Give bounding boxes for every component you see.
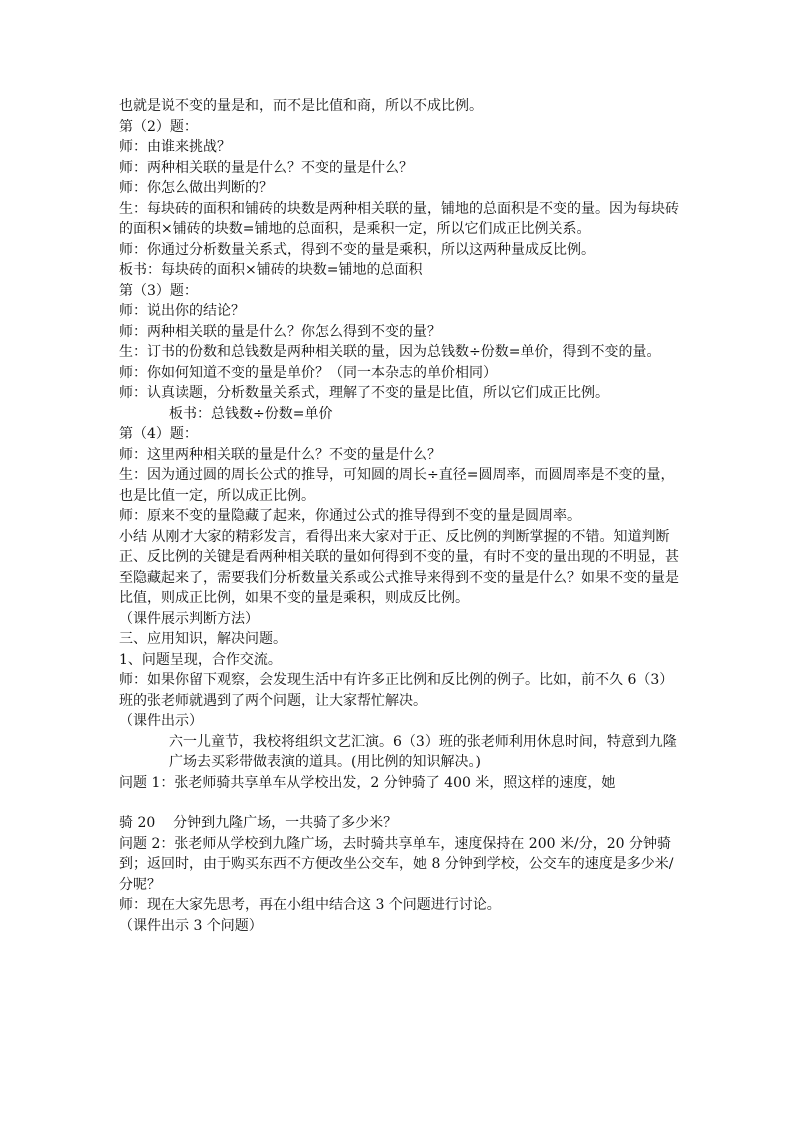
summary-paragraph: 小结 从刚才大家的精彩发言，看得出来大家对于正、反比例的判断掌握的不错。知道判断正、反比例的关键是看两种相关联的量如何得到不变的量，有时不变的量出现的不明显，甚至隐藏起来了，需要我们分析数量关系或公式推导来得到不变的量是什么？如果不变的量是比值，则成正比例，如果不变的量是乘积，则成反比例。 bbox=[119, 528, 679, 606]
text-line: 师：这里两种相关联的量是什么？不变的量是什么？ bbox=[119, 446, 441, 463]
problem-1-line: 问题 1：张老师骑共享单车从学校出发，2 分钟骑了 400 米，照这样的速度，她 bbox=[119, 774, 616, 791]
problem-1-continuation: 骑 20 分钟到九隆广场，一共骑了多少米？ bbox=[119, 815, 398, 831]
text-line: 师：你通过分析数量关系式，得到不变的量是乘积，所以这两种量成反比例。 bbox=[119, 241, 595, 258]
text-paragraph: 生：每块砖的面积和铺砖的块数是两种相关联的量，铺地的总面积是不变的量。因为每块砖的面积×铺砖的块数=铺地的总面积，是乘积一定，所以它们成正比例关系。 bbox=[119, 200, 679, 237]
text-line: 师：你如何知道不变的量是单价？（同一本杂志的单价相同） bbox=[119, 364, 497, 381]
section-heading: 第（4）题： bbox=[119, 426, 198, 442]
section-heading: 三、应用知识，解决问题。 bbox=[119, 631, 287, 647]
document-body bbox=[119, 96, 685, 936]
courseware-note: （课件出示） bbox=[119, 713, 203, 729]
section-heading: 第（2）题： bbox=[119, 118, 198, 135]
text-line: 师：由谁来挑战？ bbox=[119, 139, 231, 155]
text-line: 师：认真读题，分析数量关系式，理解了不变的量是比值，所以它们成正比例。 bbox=[119, 385, 609, 401]
section-heading: 第（3）题： bbox=[119, 282, 198, 299]
story-paragraph: 六一儿童节，我校将组织文艺汇演。6（3）班的张老师利用休息时间，特意到九隆广场去买彩带做表演的道具。(用比例的知识解决。) bbox=[169, 733, 677, 770]
problem-2-paragraph: 问题 2：张老师从学校到九隆广场，去时骑共享单车，速度保持在 200 米/分，20 分钟骑到；返回时，由于购买东西不方便改坐公交车，她 8 分钟到学校，公交车的速度是多少米/分呢？ bbox=[119, 835, 674, 893]
text-line: 也就是说不变的量是和，而不是比值和商，所以不成比例。 bbox=[119, 98, 483, 114]
text-line: 师：现在大家先思考，再在小组中结合这 3 个问题进行讨论。 bbox=[119, 897, 501, 913]
text-line: 师：你怎么做出判断的？ bbox=[119, 180, 273, 196]
text-paragraph: 生：订书的份数和总钱数是两种相关联的量，因为总钱数÷份数=单价，得到不变的量。 bbox=[119, 344, 661, 360]
text-line: 师：原来不变的量隐藏了起来，你通过公式的推导得到不变的量是圆周率。 bbox=[119, 508, 581, 524]
text-line: 师：说出你的结论？ bbox=[119, 303, 245, 319]
blackboard-note: 板书：总钱数÷份数=单价 bbox=[169, 405, 333, 422]
text-line: 师：两种相关联的量是什么？不变的量是什么？ bbox=[119, 159, 413, 176]
text-paragraph: 师：如果你留下观察，会发现生活中有许多正比例和反比例的例子。比如，前不久 6（3）班的张老师就遇到了两个问题，让大家帮忙解决。 bbox=[119, 672, 674, 709]
courseware-note: （课件展示判断方法） bbox=[119, 610, 259, 627]
text-paragraph: 生：因为通过圆的周长公式的推导，可知圆的周长÷直径=圆周率，而圆周率是不变的量，也是比值一定，所以成正比例。 bbox=[119, 467, 675, 504]
courseware-note: （课件出示 3 个问题） bbox=[119, 917, 263, 934]
subsection-heading: 1、问题呈现，合作交流。 bbox=[119, 651, 282, 668]
text-line: 师：两种相关联的量是什么？你怎么得到不变的量？ bbox=[119, 323, 441, 340]
blackboard-note: 板书：每块砖的面积×铺砖的块数=铺地的总面积 bbox=[119, 262, 423, 278]
